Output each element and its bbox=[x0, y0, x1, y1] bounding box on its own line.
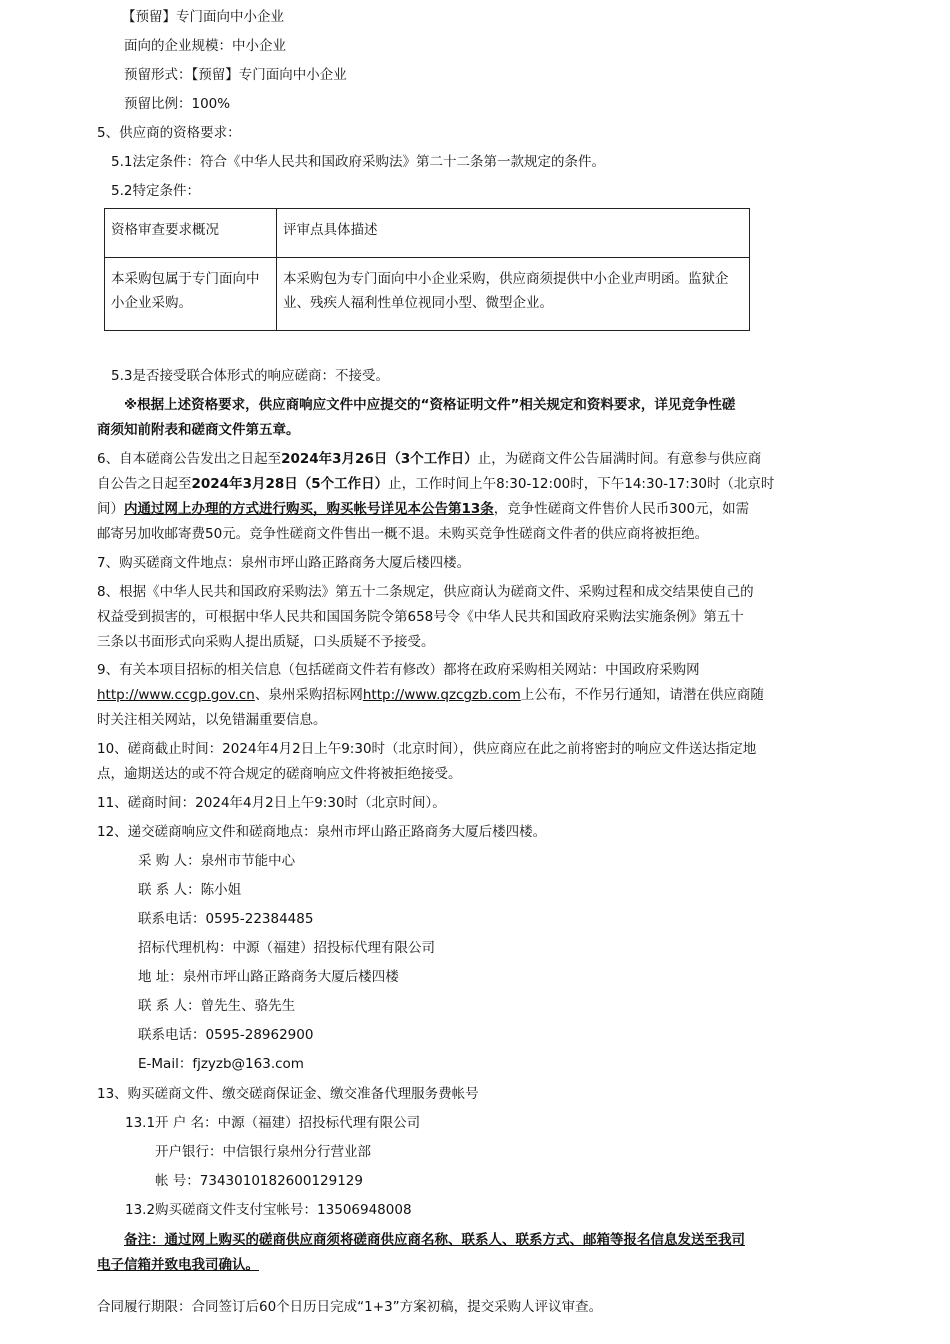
table-row bbox=[105, 258, 750, 331]
legal-conditions: 5.1法定条件：符合《中华人民共和国政府采购法》第二十二条第一款规定的条件。 bbox=[111, 154, 605, 170]
remark-line1: 备注：通过网上购买的磋商供应商须将磋商供应商名称、联系人、联系方式、邮箱等报名信息发送至我司 bbox=[124, 1232, 745, 1248]
account-name: 13.1开 户 名：中源（福建）招投标代理有限公司 bbox=[125, 1115, 421, 1131]
qualification-note-line2: 商须知前附表和磋商文件第五章。 bbox=[97, 422, 300, 438]
cell-line: 业、残疾人福利性单位视同小型、微型企业。 bbox=[283, 295, 553, 311]
purchase-method-highlight: 内通过网上办理的方式进行购买，购买帐号详见本公告第13条 bbox=[124, 501, 494, 517]
cell-line: 本采购包属于专门面向中 bbox=[111, 271, 260, 287]
section9-line1: 9、有关本项目招标的相关信息（包括磋商文件若有修改）都将在政府采购相关网站：中国政府采购网 bbox=[97, 662, 700, 678]
special-conditions: 5.2特定条件： bbox=[111, 183, 200, 199]
text: 止，为磋商文件公告届满时间。有意参与供应商 bbox=[477, 451, 762, 467]
account-number: 帐 号：7343010182600129129 bbox=[155, 1173, 363, 1189]
alipay-account: 13.2购买磋商文件支付宝帐号：13506948008 bbox=[125, 1202, 412, 1218]
section10-line1: 10、磋商截止时间：2024年4月2日上午9:30时（北京时间），供应商应在此之前将密封的响应文件送达指定地 bbox=[97, 741, 757, 757]
consortium-text: 5.3是否接受联合体形式的响应磋商：不接受。 bbox=[111, 368, 389, 384]
section12-heading: 12、递交磋商响应文件和磋商地点：泉州市坪山路正路商务大厦后楼四楼。 bbox=[97, 824, 547, 840]
buyer-contact: 联 系 人：陈小姐 bbox=[138, 882, 242, 898]
cell-line: 小企业采购。 bbox=[111, 295, 192, 311]
agency-contact: 联 系 人：曾先生、骆先生 bbox=[138, 998, 296, 1014]
agency-phone: 联系电话：0595-28962900 bbox=[138, 1027, 314, 1043]
section13-heading: 13、购买磋商文件、缴交磋商保证金、缴交准备代理服务费帐号 bbox=[97, 1086, 479, 1102]
text: 止，工作时间上午8:30-12:00时，下午14:30-17:30时（北京时 bbox=[388, 476, 775, 492]
qualification-table bbox=[104, 208, 750, 331]
agency-address: 地 址：泉州市坪山路正路商务大厦后楼四楼 bbox=[138, 969, 399, 985]
buyer-phone: 联系电话：0595-22384485 bbox=[138, 911, 314, 927]
qualification-note-line1: ※根据上述资格要求，供应商响应文件中应提交的“资格证明文件”相关规定和资料要求，详见竞争性磋 bbox=[124, 397, 736, 413]
text: 自公告之日起至 bbox=[97, 476, 192, 492]
text: 间） bbox=[97, 501, 124, 517]
buyer: 采 购 人：泉州市节能中心 bbox=[138, 853, 296, 869]
reserve-form: 预留形式：【预留】专门面向中小企业 bbox=[124, 67, 347, 83]
section11: 11、磋商时间：2024年4月2日上午9:30时（北京时间）。 bbox=[97, 795, 446, 811]
section6-line2 bbox=[97, 474, 774, 494]
text: 、泉州采购招标网 bbox=[254, 687, 363, 703]
section8-line1: 8、根据《中华人民共和国政府采购法》第五十二条规定，供应商认为磋商文件、采购过程和成交结果使自己的 bbox=[97, 584, 754, 600]
deadline-highlight: 2024年3月28日（5个工作日） bbox=[191, 476, 389, 492]
section6-line3 bbox=[97, 499, 749, 519]
table-header-cell: 资格审查要求概况 bbox=[105, 209, 277, 258]
ccgp-link[interactable]: http://www.ccgp.gov.cn bbox=[97, 687, 255, 703]
section10-line2: 点，逾期送达的或不符合规定的磋商响应文件将被拒绝接受。 bbox=[97, 766, 462, 782]
section9-line3: 时关注相关网站，以免错漏重要信息。 bbox=[97, 712, 327, 728]
table-header-row bbox=[105, 209, 750, 258]
text: 6、自本磋商公告发出之日起至 bbox=[97, 451, 282, 467]
table-cell bbox=[277, 258, 750, 331]
section6-line4: 邮寄另加收邮寄费50元。竞争性磋商文件售出一概不退。未购买竞争性磋商文件者的供应商将被拒绝。 bbox=[97, 526, 709, 542]
section8-line3: 三条以书面形式向采购人提出质疑，口头质疑不予接受。 bbox=[97, 634, 435, 650]
qzcgzb-link[interactable]: http://www.qzcgzb.com bbox=[362, 687, 521, 703]
agency-email: E-Mail：fjzyzb@163.com bbox=[138, 1056, 304, 1072]
reserve-title: 【预留】专门面向中小企业 bbox=[122, 9, 284, 25]
account-bank: 开户银行：中信银行泉州分行营业部 bbox=[155, 1144, 371, 1160]
section9-line2 bbox=[97, 685, 764, 705]
section6-line1 bbox=[97, 449, 761, 469]
table-cell bbox=[105, 258, 277, 331]
enterprise-scale: 面向的企业规模：中小企业 bbox=[124, 38, 286, 54]
text: 上公布，不作另行通知，请潜在供应商随 bbox=[520, 687, 764, 703]
remark-line2: 电子信箱并致电我司确认。 bbox=[97, 1257, 259, 1273]
section7: 7、购买磋商文件地点：泉州市坪山路正路商务大厦后楼四楼。 bbox=[97, 555, 471, 571]
text: ，竞争性磋商文件售价人民币300元，如需 bbox=[493, 501, 750, 517]
deadline-highlight: 2024年3月26日（3个工作日） bbox=[281, 451, 478, 467]
cell-line: 本采购包为专门面向中小企业采购，供应商须提供中小企业声明函。监狱企 bbox=[283, 271, 729, 287]
agency: 招标代理机构：中源（福建）招投标代理有限公司 bbox=[138, 940, 435, 956]
section5-heading: 5、供应商的资格要求： bbox=[97, 125, 241, 141]
contract-period: 合同履行期限：合同签订后60个日历日完成“1+3”方案初稿，提交采购人评议审查。 bbox=[97, 1299, 603, 1315]
reserve-ratio: 预留比例：100% bbox=[124, 96, 231, 112]
section8-line2: 权益受到损害的，可根据中华人民共和国国务院令第658号令《中华人民共和国政府采购法实施条例》第五十 bbox=[97, 609, 744, 625]
table-header-cell: 评审点具体描述 bbox=[277, 209, 750, 258]
